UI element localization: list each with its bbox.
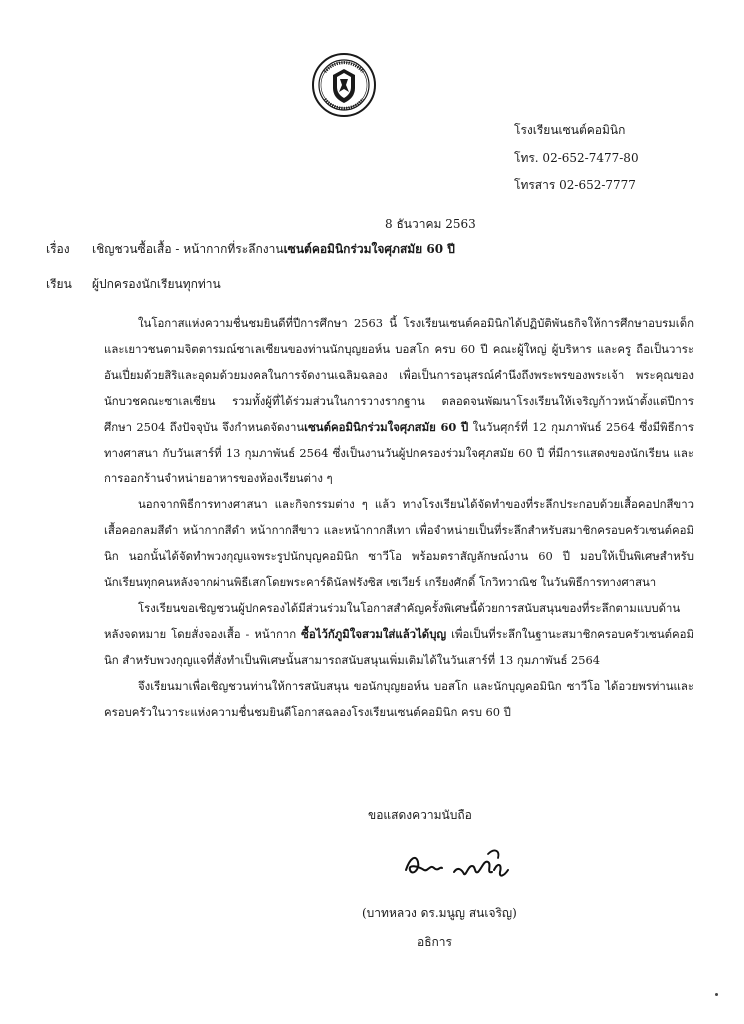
paragraph-1-bold: เซนต์คอมินิกร่วมใจศุภสมัย 60 ปี	[304, 419, 469, 434]
sender-school: โรงเรียนเซนต์คอมินิก	[514, 123, 626, 137]
school-seal-logo	[311, 52, 377, 118]
sender-phone: โทร. 02-652-7477-80	[514, 151, 639, 165]
paragraph-1-text-b: ในวันศุกร์ที่ 12 กุมภาพันธ์ 2564 ซึ่งมีพิธีการทางศาสนา กับวันเสาร์ที่ 13 กุมภาพันธ์ 2564 ซึ่งเป็นงานวันผู้ปกครองร่วมใจศุภสมัย 60 ปี ที่มีการแสดงของนักเรียน และการออกร้านจำหน่ายอาหารของห้องเรียนต่าง ๆ	[104, 419, 694, 486]
subject-line	[92, 240, 455, 259]
signer-name: (บาทหลวง ดร.มนูญ สนเจริญ)	[362, 906, 517, 920]
scan-speck	[715, 993, 718, 996]
subject-label: เรื่อง	[46, 242, 70, 256]
paragraph-1-text-a: ในโอกาสแห่งความชื่นชมยินดีที่ปีการศึกษา 2563 นี้ โรงเรียนเซนต์คอมินิกได้ปฏิบัติพันธกิจให้การศึกษาอบรมเด็กและเยาวชนตามจิตตารมณ์ซาเลเซียนของท่านนักบุญยอห์น บอสโก ครบ 60 ปี คณะผู้ใหญ่ ผู้บริหาร และครู ถือเป็นวาระอันเปี่ยมด้วยสิริและอุดมด้วยมงคลในการจัดงานเฉลิมฉลอง เพื่อเป็นการอนุสรณ์คำนึงถึงพระพรของพระเจ้า พระคุณของนักบวชคณะซาเลเซียน รวมทั้งผู้ที่ได้ร่วมส่วนในการวางรากฐาน ตลอดจนพัฒนาโรงเรียนให้เจริญก้าวหน้าตั้งแต่ปีการศึกษา 2504 ถึงปัจจุบัน จึงกำหนดจัดงาน	[104, 316, 694, 434]
signer-title: อธิการ	[417, 935, 452, 949]
paragraph-3-bold: ซื้อไว้กัภูมิใจสวมใส่แล้วได้บุญ	[301, 626, 447, 641]
paragraph-3	[104, 596, 694, 674]
paragraph-1	[104, 311, 694, 492]
paragraph-2: นอกจากพิธีการทางศาสนา และกิจกรรมต่าง ๆ แล้ว ทางโรงเรียนได้จัดทำของที่ระลึกประกอบด้วยเสื้อคอปกสีขาว เสื้อคอกลมสีดำ หน้ากากสีดำ หน้ากากสีขาว และหน้ากากสีเทา เพื่อจำหน่ายเป็นที่ระลึกสำหรับสมาชิกครอบครัวเซนต์คอมินิก นอกนั้นได้จัดทำพวงกุญแจพระรูปนักบุญคอมินิก ซาวีโอ พร้อมตราสัญลักษณ์งาน 60 ปี มอบให้เป็นพิเศษสำหรับนักเรียนทุกคนหลังจากผ่านพิธีเสกโดยพระคาร์ดินัลฟรังซิส เซเวียร์ เกรียงศักดิ์ โกวิทวาณิช ในวันพิธีการทางศาสนา	[104, 497, 694, 590]
paragraph-3-text-a: โรงเรียนขอเชิญชวนผู้ปกครองได้มีส่วนร่วมในโอกาสสำคัญครั้งพิเศษนี้ด้วยการสนับสนุนของที่ระลึกตามแบบด้านหลังจดหมาย โดยสั่งจองเสื้อ - หน้ากาก	[104, 600, 681, 641]
closing-salutation: ขอแสดงความนับถือ	[368, 808, 472, 822]
sender-fax: โทรสาร 02-652-7777	[514, 178, 636, 192]
letter-date: 8 ธันวาคม 2563	[385, 217, 476, 231]
recipient-text: ผู้ปกครองนักเรียนทุกท่าน	[92, 277, 221, 291]
subject-text: เชิญชวนซื้อเสื้อ - หน้ากากที่ระลึกงาน	[92, 242, 284, 256]
signature-image	[402, 840, 522, 882]
paragraph-4: จึงเรียนมาเพื่อเชิญชวนท่านให้การสนับสนุน ขอนักบุญยอห์น บอสโก และนักบุญคอมินิก ซาวีโอ ได้อวยพรท่านและครอบครัวในวาระแห่งความชื่นชมยินดีโอกาสฉลองโรงเรียนเซนต์คอมินิก ครบ 60 ปี	[104, 678, 694, 719]
subject-bold: เซนต์คอมินิกร่วมใจศุภสมัย 60 ปี	[283, 242, 455, 256]
letter-body	[104, 311, 694, 726]
paragraph-3-text-b: เพื่อเป็นที่ระลึกในฐานะสมาชิกครอบครัวเซนต์คอมินิก สำหรับพวงกุญแจที่สั่งทำเป็นพิเศษนั้นสามารถสนับสนุนเพิ่มเติมได้ในวันเสาร์ที่ 13 กุมภาพันธ์ 2564	[104, 626, 694, 667]
recipient-label: เรียน	[46, 277, 72, 291]
